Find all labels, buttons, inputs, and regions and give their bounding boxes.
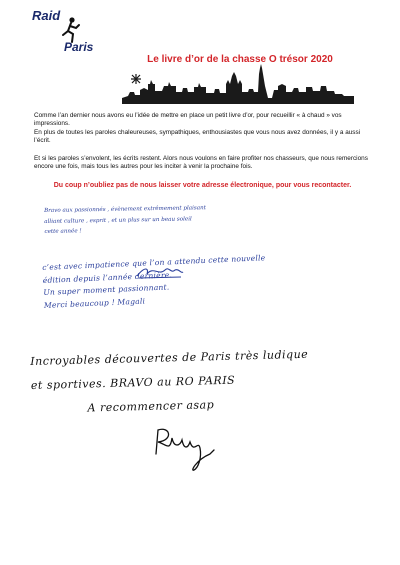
entry-line: c’est avec impatience que l’on a attendu cette nouvelle xyxy=(42,253,266,272)
paris-skyline-image xyxy=(122,62,354,104)
guestbook-entry-1 xyxy=(44,203,206,237)
entry-line: Merci beaucoup ! Magali xyxy=(43,296,146,310)
raid-paris-logo xyxy=(30,6,110,58)
page-title: Le livre d’or de la chasse O trésor 2020 xyxy=(147,54,333,65)
email-reminder: Du coup n’oubliez pas de nous laisser votre adresse électronique, pour vous recontacter. xyxy=(53,182,352,189)
entry-line: Incroyables découvertes de Paris très ludique xyxy=(30,347,309,368)
intro-paragraph-3: Et si les paroles s’envolent, les écrits restent. Alors nous voulons en faire profiter nos chasseurs, que nous remercions encore une fois, mais tous les autres pour les inciter à venir la prochaine fois. xyxy=(34,155,368,171)
intro-paragraph-2: En plus de toutes les paroles chaleureuses, sympathiques, enthousiastes que vous nous avez données, il y a aussi l’écrit. xyxy=(34,129,361,145)
guestbook-entry-3 xyxy=(30,343,310,422)
entry-line: Bravo aux passionnés , évènement extrêmement plaisant xyxy=(44,205,206,214)
guestbook-entry-2 xyxy=(42,252,267,312)
entry-line: et sportives. BRAVO au RO PARIS xyxy=(30,373,236,392)
logo-word-raid: Raid xyxy=(32,8,61,23)
entry-line: A recommencer asap xyxy=(87,398,215,415)
logo-word-paris: Paris xyxy=(64,40,94,54)
entry-line: Un super moment passionnant. xyxy=(43,282,170,297)
intro-paragraph-1: Comme l’an dernier nous avons eu l’idée de mettre en place un petit livre d’or, pour recueillir « à chaud » vos impressions. xyxy=(34,112,342,128)
signature-2 xyxy=(150,424,220,474)
entry-line: édition depuis l’année dernière. xyxy=(42,269,173,285)
entry-line: alliant culture , esprit , et un plus sur un beau soleil xyxy=(44,215,192,225)
entry-line: cette année ! xyxy=(44,228,82,235)
